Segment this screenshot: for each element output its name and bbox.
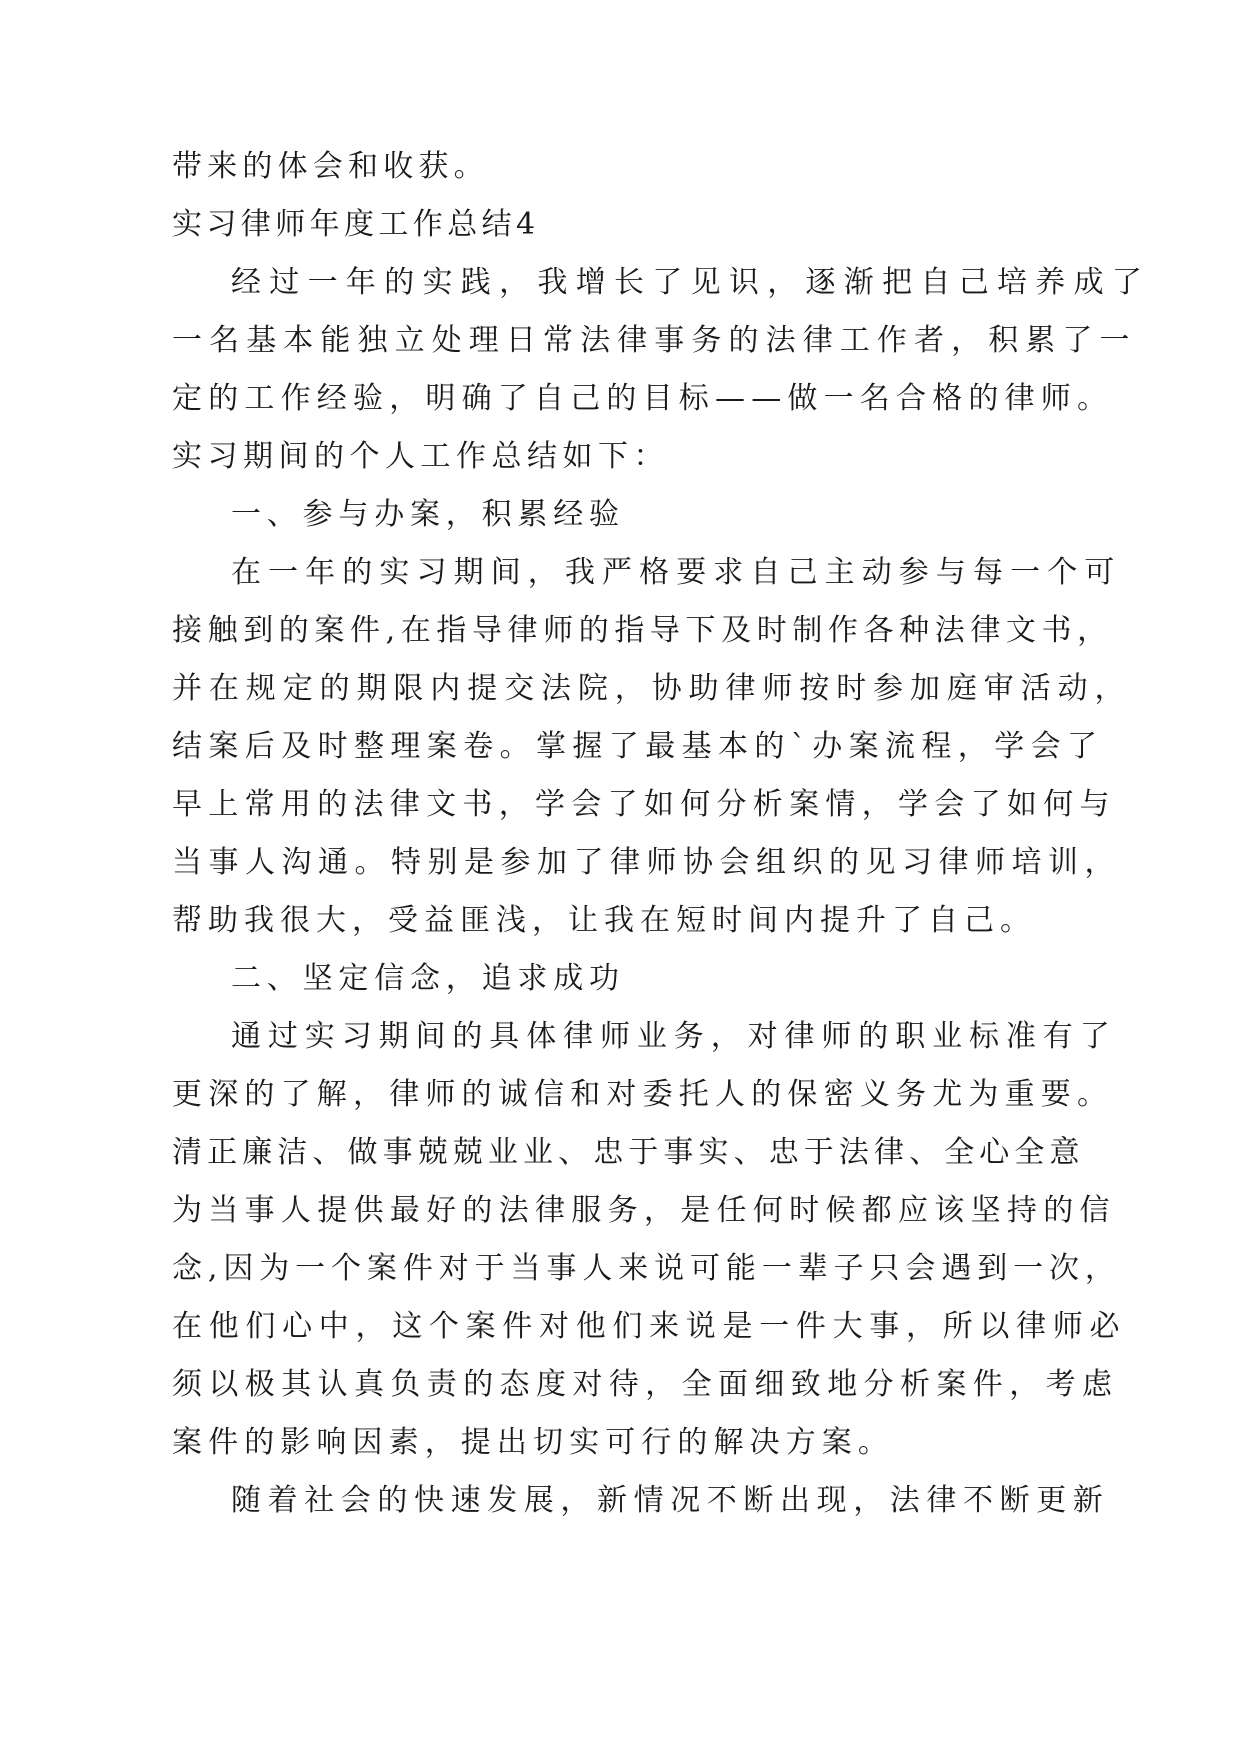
body-line: 在他们心中，这个案件对他们来说是一件大事，所以律师必 [172,1309,1127,1344]
body-line: 更深的了解，律师的诚信和对委托人的保密义务尤为重要。 [172,1077,1114,1112]
body-line: 案件的影响因素，提出切实可行的解决方案。 [172,1425,894,1460]
paragraph-first-line: 经过一年的实践，我增长了见识，逐渐把自己培养成了 [231,265,1151,300]
body-line: 并在规定的期限内提交法院，协助律师按时参加庭审活动， [172,671,1132,706]
body-line: 实习期间的个人工作总结如下： [172,439,669,474]
body-line: 帮助我很大，受益匪浅，让我在短时间内提升了自己。 [172,903,1036,938]
paragraph-first-line: 通过实习期间的具体律师业务，对律师的职业标准有了 [231,1019,1117,1054]
section-title: 实习律师年度工作总结4 [172,207,540,242]
body-line: 早上常用的法律文书，学会了如何分析案情，学会了如何与 [172,787,1116,822]
body-line: 须以极其认真负责的态度对待，全面细致地分析案件，考虑 [172,1367,1119,1402]
body-line: 当事人沟通。特别是参加了律师协会组织的见习律师培训， [172,845,1121,880]
subsection-heading: 二、坚定信念，追求成功 [231,961,625,996]
body-line: 结案后及时整理案卷。掌握了最基本的`办案流程，学会了 [172,729,1104,764]
body-line: 接触到的案件,在指导律师的指导下及时制作各种法律文书， [172,613,1113,648]
body-line: 带来的体会和收获。 [172,149,489,184]
body-line: 念,因为一个案件对于当事人来说可能一辈子只会遇到一次， [172,1251,1121,1286]
body-line: 一名基本能独立处理日常法律事务的法律工作者，积累了一 [172,323,1137,358]
body-line: 清正廉洁、做事兢兢业业、忠于事实、忠于法律、全心全意 [172,1135,1085,1170]
paragraph-first-line: 随着社会的快速发展，新情况不断出现，法律不断更新 [231,1483,1110,1518]
body-line: 为当事人提供最好的法律服务，是任何时候都应该坚持的信 [172,1193,1116,1228]
subsection-heading: 一、参与办案，积累经验 [231,497,625,532]
paragraph-first-line: 在一年的实习期间，我严格要求自己主动参与每一个可 [231,555,1122,590]
body-line: 定的工作经验，明确了自己的目标——做一名合格的律师。 [172,381,1114,416]
